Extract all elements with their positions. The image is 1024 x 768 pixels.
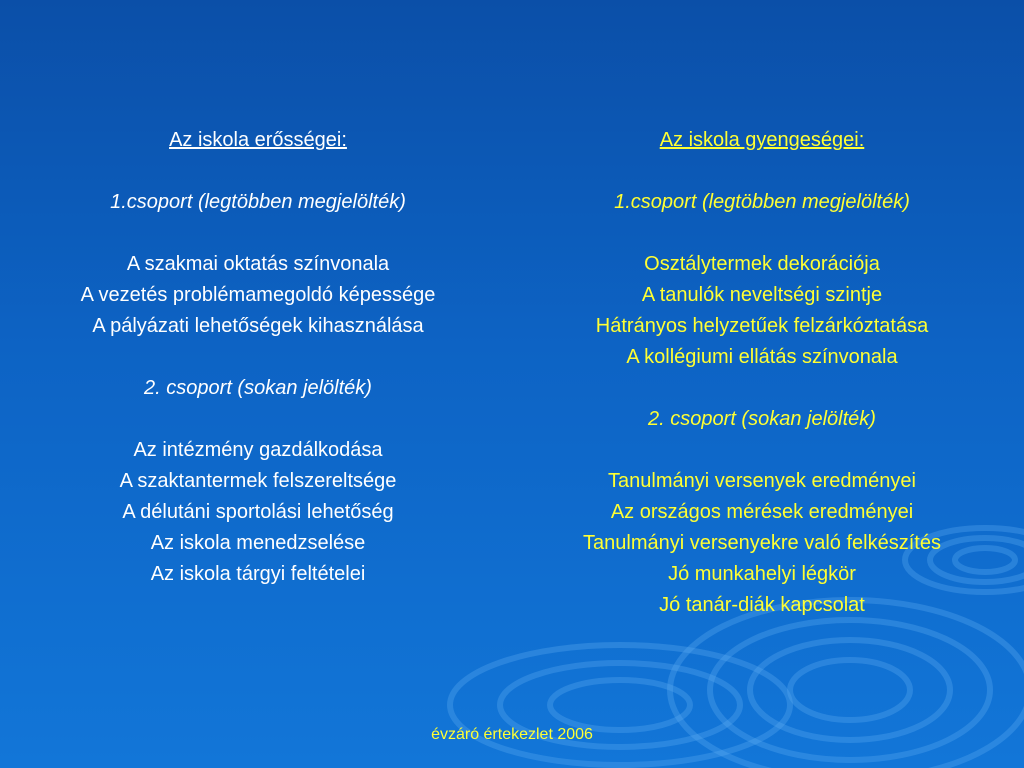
strength-item: A szakmai oktatás színvonala — [126, 253, 390, 275]
weaknesses-column — [512, 125, 1012, 621]
weakness-item: Tanulmányi versenyek eredményei — [608, 470, 916, 492]
weakness-item: A kollégiumi ellátás színvonala — [626, 346, 898, 368]
strength-item: A pályázati lehetőségek kihasználása — [92, 315, 424, 337]
weakness-item: Jó munkahelyi légkör — [668, 563, 856, 585]
weaknesses-group1-title: 1.csoport (legtöbben megjelölték) — [614, 191, 910, 213]
weakness-item: Tanulmányi versenyekre való felkészítés — [583, 532, 941, 554]
weaknesses-group2-title: 2. csoport (sokan jelölték) — [648, 408, 876, 430]
strength-item: Az iskola tárgyi feltételei — [150, 563, 366, 585]
slide-footer: évzáró értekezlet 2006 — [431, 726, 593, 743]
strength-item: A vezetés problémamegoldó képessége — [80, 284, 436, 306]
strengths-group1-title: 1.csoport (legtöbben megjelölték) — [110, 191, 406, 213]
weakness-item: A tanulók neveltségi szintje — [641, 284, 883, 306]
strengths-heading: Az iskola erősségei: — [169, 129, 347, 151]
weakness-item: Az országos mérések eredményei — [610, 501, 914, 523]
strength-item: Az intézmény gazdálkodása — [133, 439, 383, 461]
weaknesses-heading: Az iskola gyengeségei: — [659, 129, 865, 151]
strength-item: Az iskola menedzselése — [150, 532, 366, 554]
strength-item: A délutáni sportolási lehetőség — [122, 501, 394, 523]
strength-item: A szaktantermek felszereltsége — [119, 470, 397, 492]
weakness-item: Hátrányos helyzetűek felzárkóztatása — [595, 315, 929, 337]
weakness-item: Jó tanár-diák kapcsolat — [659, 594, 865, 616]
weakness-item: Osztálytermek dekorációja — [644, 253, 880, 275]
strengths-group2-title: 2. csoport (sokan jelölték) — [144, 377, 372, 399]
strengths-column — [10, 125, 506, 590]
